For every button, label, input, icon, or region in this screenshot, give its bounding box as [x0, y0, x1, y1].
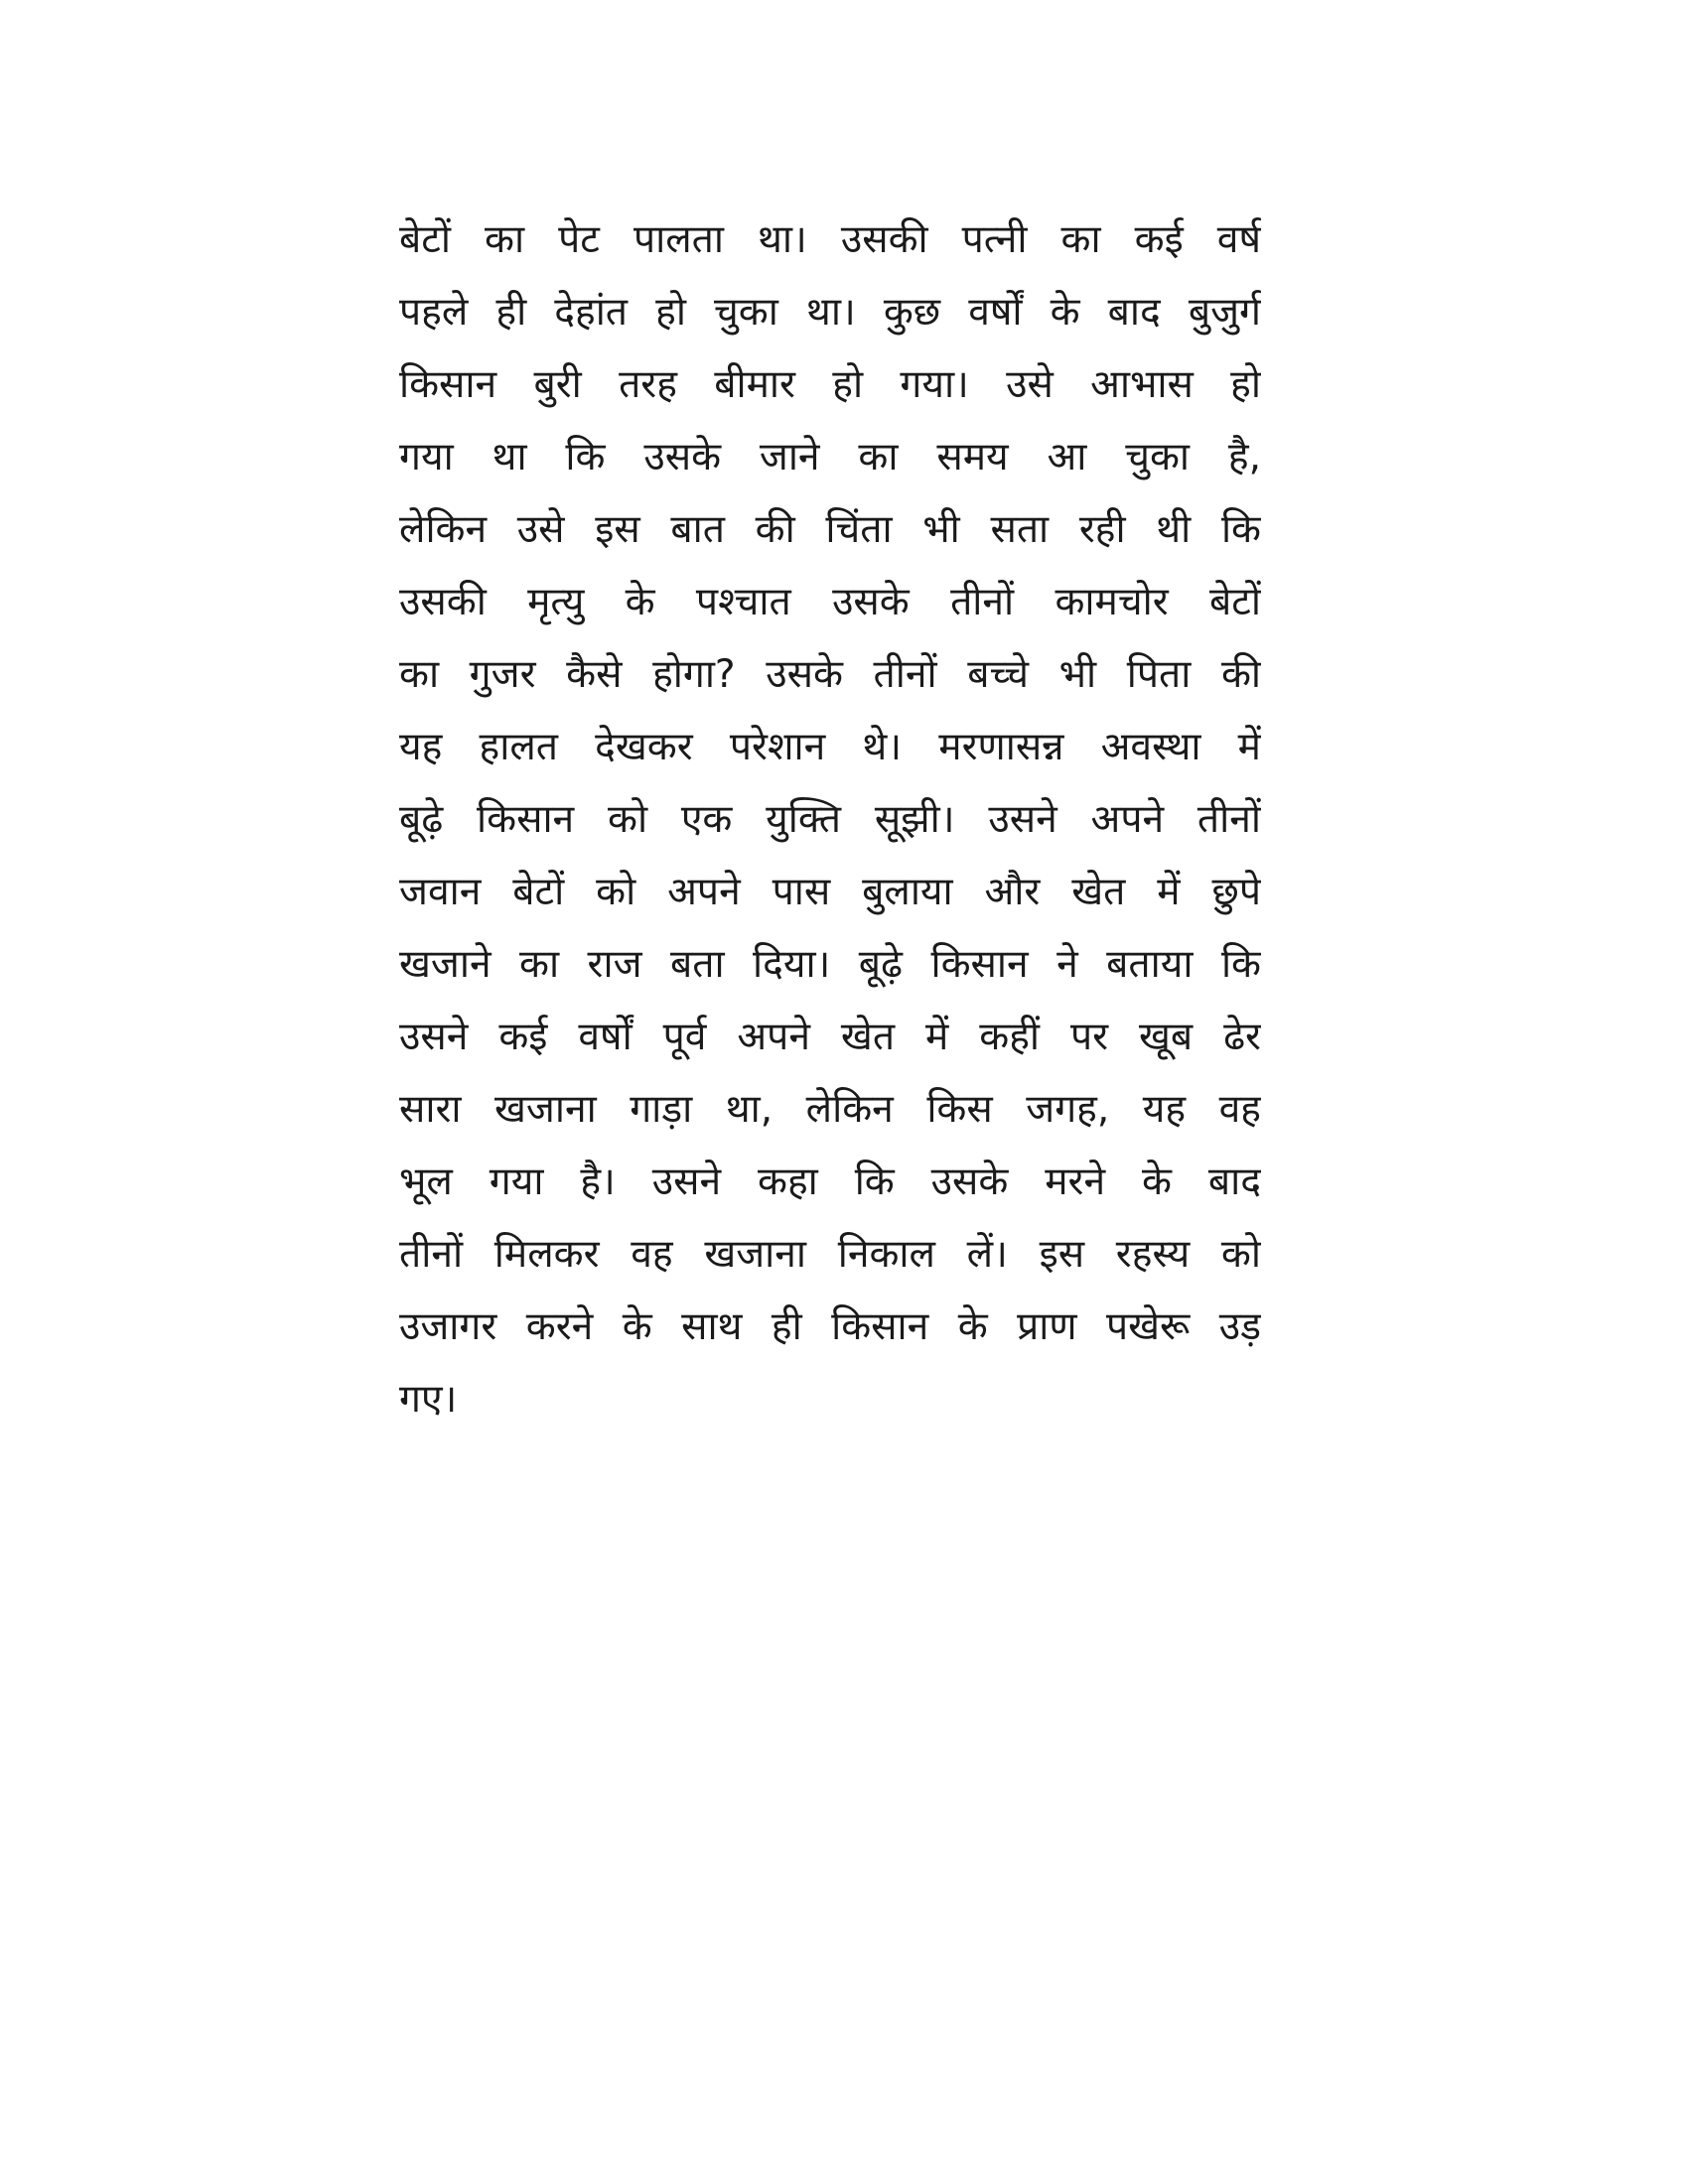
text-line: भूल गया है। उसने कहा कि उसके मरने के बाद [399, 1160, 1261, 1204]
text-line: किसान बुरी तरह बीमार हो गया। उसे आभास हो [399, 362, 1261, 407]
text-line: तीनों मिलकर वह खजाना निकाल लें। इस रहस्य को [399, 1232, 1261, 1277]
text-line: गया था कि उसके जाने का समय आ चुका है, [399, 435, 1261, 479]
text-line: उसकी मृत्यु के पश्चात उसके तीनों कामचोर बेटों [399, 580, 1261, 624]
text-line: जवान बेटों को अपने पास बुलाया और खेत में छुपे [399, 870, 1261, 914]
text-line: सारा खजाना गाड़ा था, लेकिन किस जगह, यह वह [399, 1087, 1261, 1132]
story-paragraph [399, 204, 1261, 1435]
text-line: बेटों का पेट पालता था। उसकी पत्नी का कई वर्ष [399, 217, 1261, 262]
text-line: उजागर करने के साथ ही किसान के प्राण पखेरू उड़ [399, 1304, 1261, 1349]
text-line: खजाने का राज बता दिया। बूढ़े किसान ने बताया कि [399, 942, 1261, 987]
text-line: यह हालत देखकर परेशान थे। मरणासन्न अवस्था में [399, 725, 1261, 769]
text-line: गए। [399, 1377, 458, 1422]
text-line: बूढ़े किसान को एक युक्ति सूझी। उसने अपने तीनों [399, 797, 1261, 842]
text-line: उसने कई वर्षों पूर्व अपने खेत में कहीं पर खूब ढेर [399, 1015, 1261, 1059]
text-line: पहले ही देहांत हो चुका था। कुछ वर्षों के बाद बुजुर्ग [399, 290, 1261, 335]
text-line: लेकिन उसे इस बात की चिंता भी सता रही थी कि [399, 507, 1261, 552]
text-line: का गुजर कैसे होगा? उसके तीनों बच्चे भी पिता की [399, 652, 1261, 697]
